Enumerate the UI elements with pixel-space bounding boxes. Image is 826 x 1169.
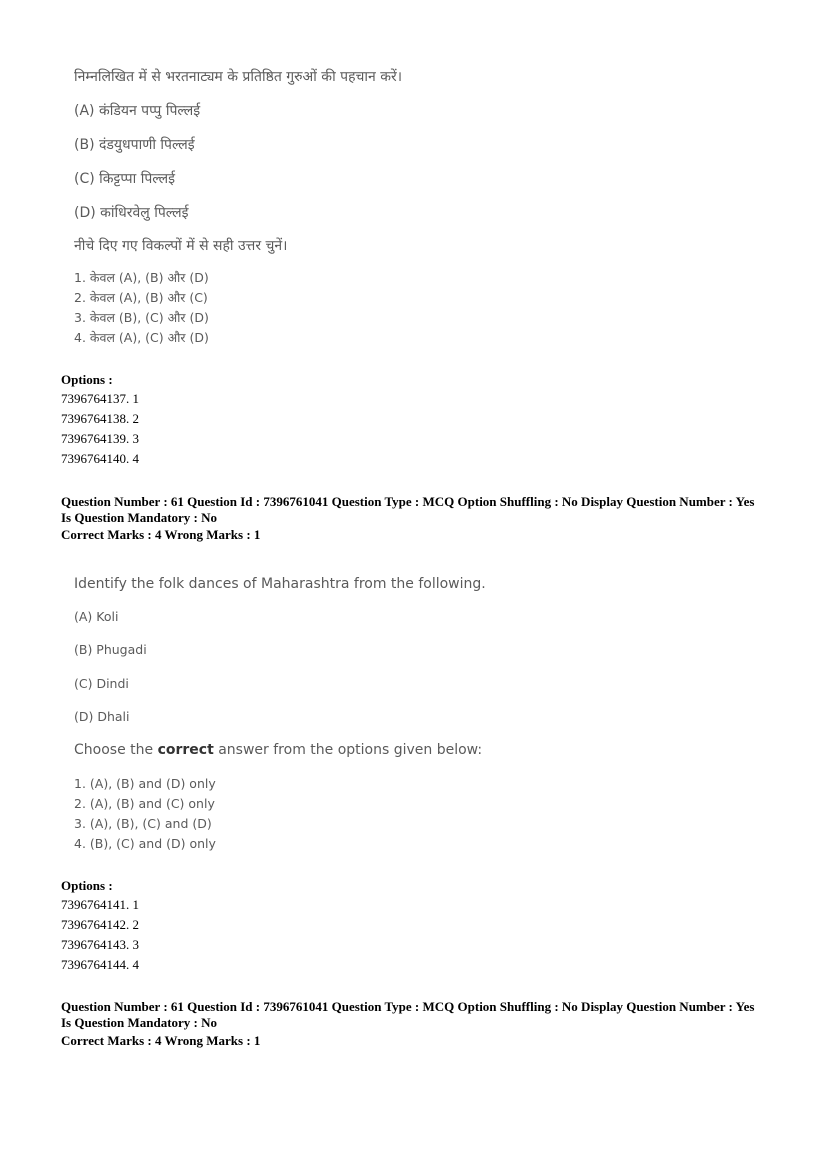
question-2-item-d: (D) Dhali — [74, 709, 130, 724]
question-meta-line: Question Number : 61 Question Id : 7396761041 Question Type : MCQ Option Shuffling : No Display Question Number : Yes — [61, 494, 755, 509]
option-id: 7396764139. 3 — [61, 431, 139, 446]
question-1-item-a: (A) कंडियन पप्पु पिल्लई — [74, 103, 201, 119]
option-id: 7396764144. 4 — [61, 957, 139, 972]
question-1-choice-1: 1. केवल (A), (B) और (D) — [74, 270, 209, 285]
question-1-text: निम्नलिखित में से भरतनाट्यम के प्रतिष्ठित गुरुओं की पहचान करें। — [74, 69, 403, 85]
option-id: 7396764137. 1 — [61, 391, 139, 406]
option-id: 7396764140. 4 — [61, 451, 139, 466]
question-2-choice-1: 1. (A), (B) and (D) only — [74, 776, 216, 791]
question-2-choice-2: 2. (A), (B) and (C) only — [74, 796, 215, 811]
option-id: 7396764138. 2 — [61, 411, 139, 426]
question-2-item-a: (A) Koli — [74, 609, 119, 624]
question-1-item-b: (B) दंडयुधपाणी पिल्लई — [74, 137, 195, 153]
question-1-choice-4: 4. केवल (A), (C) और (D) — [74, 330, 209, 345]
question-mandatory: Is Question Mandatory : No — [61, 510, 218, 525]
options-label: Options : — [61, 372, 113, 387]
question-2-item-b: (B) Phugadi — [74, 642, 147, 657]
question-2-choice-4: 4. (B), (C) and (D) only — [74, 836, 216, 851]
option-id: 7396764141. 1 — [61, 897, 139, 912]
question-1-instruction: नीचे दिए गए विकल्पों में से सही उत्तर चुनें। — [74, 238, 288, 254]
option-id: 7396764142. 2 — [61, 917, 139, 932]
question-1-item-c: (C) किट्टप्पा पिल्लई — [74, 171, 175, 187]
question-1-choice-2: 2. केवल (A), (B) और (C) — [74, 290, 208, 305]
question-mandatory: Is Question Mandatory : No — [61, 1015, 218, 1030]
question-1-choice-3: 3. केवल (B), (C) और (D) — [74, 310, 209, 325]
question-1-item-d: (D) कांधिरवेलु पिल्लई — [74, 205, 189, 221]
question-meta-line: Question Number : 61 Question Id : 7396761041 Question Type : MCQ Option Shuffling : No Display Question Number : Yes — [61, 999, 755, 1014]
option-id: 7396764143. 3 — [61, 937, 139, 952]
question-2-instruction: Choose the correct answer from the options given below: — [74, 742, 483, 758]
question-marks: Correct Marks : 4 Wrong Marks : 1 — [61, 527, 261, 542]
question-2-choice-3: 3. (A), (B), (C) and (D) — [74, 816, 212, 831]
question-2-item-c: (C) Dindi — [74, 676, 129, 691]
options-label: Options : — [61, 878, 113, 893]
question-2-text: Identify the folk dances of Maharashtra from the following. — [74, 576, 486, 592]
question-marks: Correct Marks : 4 Wrong Marks : 1 — [61, 1033, 261, 1048]
